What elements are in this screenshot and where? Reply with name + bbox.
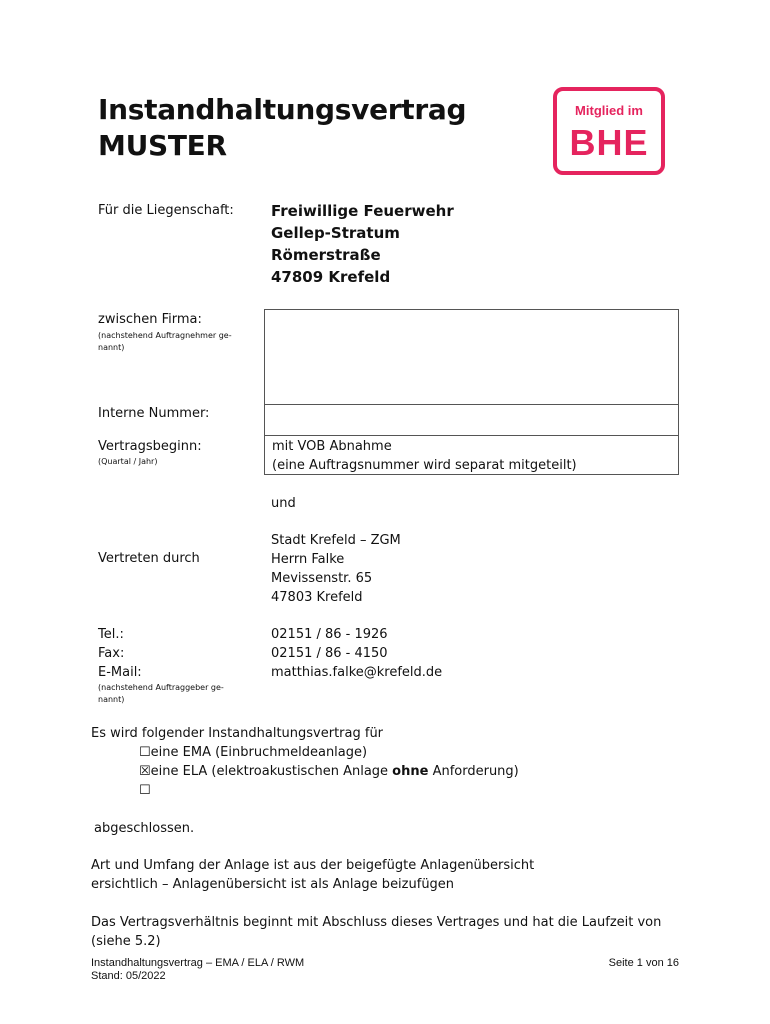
option-ema-checkbox[interactable]: ☐ xyxy=(139,745,151,760)
option-other xyxy=(139,781,519,800)
property-label: Für die Liegenschaft: xyxy=(98,203,234,218)
contact-values xyxy=(271,625,442,682)
title-line-2: MUSTER xyxy=(98,129,227,162)
scope-paragraph xyxy=(91,856,534,894)
property-address xyxy=(271,200,454,288)
contract-start-note: (Quartal / Jahr) xyxy=(98,457,158,466)
scope-line: Art und Umfang der Anlage ist aus der beigefügte Anlagenübersicht xyxy=(91,858,535,873)
contractor-note-line: (nachstehend Auftragnehmer ge- xyxy=(98,331,232,340)
option-ela-label: eine ELA (elektroakustischen Anlage xyxy=(150,764,393,779)
client-note-line: (nachstehend Auftraggeber ge- xyxy=(98,683,224,692)
client-line: Herrn Falke xyxy=(271,552,345,567)
property-line: Römerstraße xyxy=(271,246,381,264)
contract-start-line-2: (eine Auftragsnummer wird separat mitgeteilt) xyxy=(272,458,577,473)
contractor-note-line: nannt) xyxy=(98,343,125,352)
and-text: und xyxy=(271,496,296,511)
term-line: (siehe 5.2) xyxy=(91,934,161,949)
client-address xyxy=(271,531,401,607)
concluded-text: abgeschlossen. xyxy=(94,821,195,836)
page-number: Seite 1 von 16 xyxy=(608,957,679,969)
client-line: Mevissenstr. 65 xyxy=(271,571,373,586)
fax-label: Fax: xyxy=(98,646,125,661)
property-line: 47809 Krefeld xyxy=(271,268,391,286)
contractor-label: zwischen Firma: xyxy=(98,312,202,327)
email-value: matthias.falke@krefeld.de xyxy=(271,665,443,680)
contract-intro: Es wird folgender Instandhaltungsvertrag für xyxy=(91,726,384,741)
document-title xyxy=(98,92,466,164)
internal-number-field[interactable] xyxy=(264,404,679,436)
term-paragraph xyxy=(91,913,661,951)
logo-bhe-text: BHE xyxy=(569,122,649,163)
footer-left xyxy=(91,957,304,983)
contract-start-line-1: mit VOB Abnahme xyxy=(272,439,392,454)
property-line: Freiwillige Feuerwehr xyxy=(271,202,454,220)
option-ela-bold: ohne xyxy=(392,764,429,779)
fax-value: 02151 / 86 - 4150 xyxy=(271,646,388,661)
email-label: E-Mail: xyxy=(98,665,142,680)
contact-labels xyxy=(98,625,142,682)
internal-number-label: Interne Nummer: xyxy=(98,406,210,421)
client-note xyxy=(98,682,224,706)
represented-by-label: Vertreten durch xyxy=(98,551,200,566)
contract-start-label: Vertragsbeginn: xyxy=(98,439,202,454)
contract-options xyxy=(139,743,519,800)
scope-line: ersichtlich – Anlagenübersicht ist als Anlage beizufügen xyxy=(91,877,455,892)
logo-member-text: Mitglied im xyxy=(575,103,643,118)
option-ela xyxy=(139,762,519,781)
client-note-line: nannt) xyxy=(98,695,125,704)
property-line: Gellep-Stratum xyxy=(271,224,400,242)
client-line: 47803 Krefeld xyxy=(271,590,363,605)
tel-value: 02151 / 86 - 1926 xyxy=(271,627,388,642)
contract-start-field[interactable] xyxy=(264,435,679,475)
contractor-field[interactable] xyxy=(264,309,679,405)
bhe-member-logo xyxy=(553,87,665,175)
option-other-checkbox[interactable]: ☐ xyxy=(139,783,151,798)
footer-date: Stand: 05/2022 xyxy=(91,970,166,982)
contractor-note xyxy=(98,330,232,354)
title-line-1: Instandhaltungsvertrag xyxy=(98,93,467,126)
client-line: Stadt Krefeld – ZGM xyxy=(271,533,401,548)
footer-doc-title: Instandhaltungsvertrag – EMA / ELA / RWM xyxy=(91,957,305,969)
option-ema xyxy=(139,743,519,762)
tel-label: Tel.: xyxy=(98,627,124,642)
option-ema-label: eine EMA (Einbruchmeldeanlage) xyxy=(150,745,368,760)
term-line: Das Vertragsverhältnis beginnt mit Abschluss dieses Vertrages und hat die Laufzeit von xyxy=(91,915,662,930)
option-ela-label-end: Anforderung) xyxy=(428,764,519,779)
option-ela-checkbox[interactable]: ☒ xyxy=(139,764,151,779)
